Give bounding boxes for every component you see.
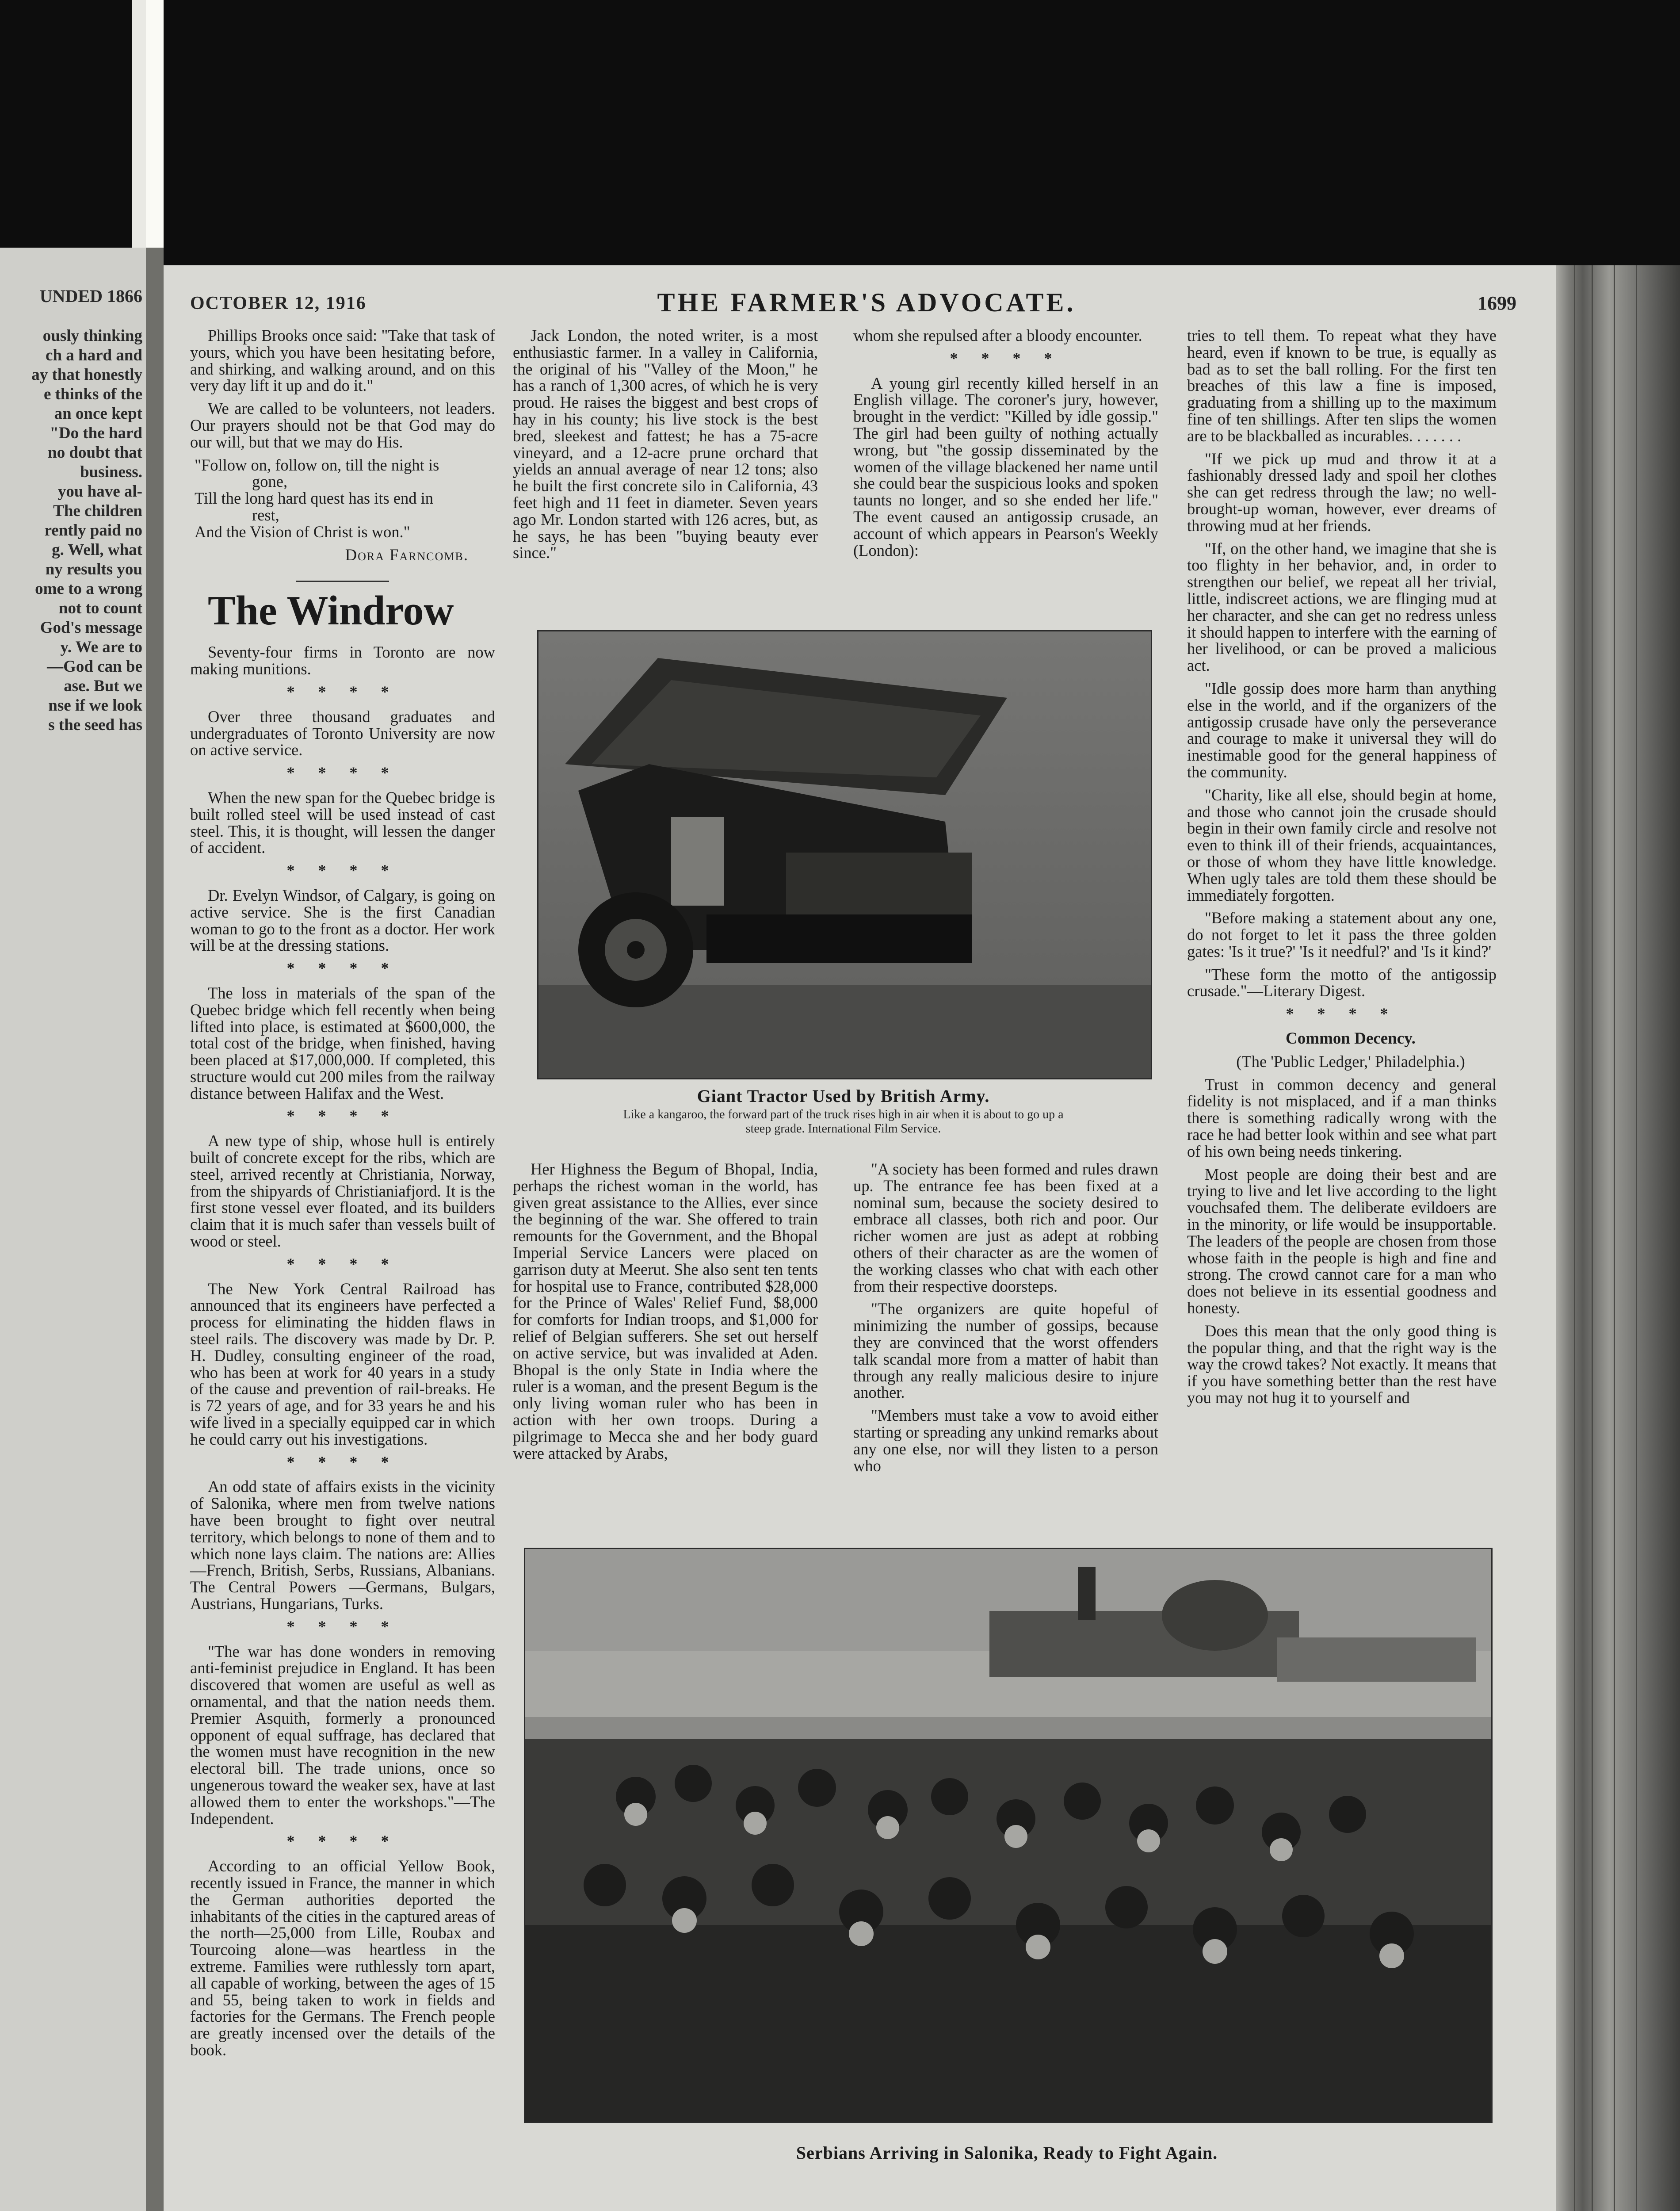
left-page-fragment: an once kept [54, 405, 142, 423]
section-stars: * * * * [950, 349, 1062, 367]
gossip-para-4: "Idle gossip does more harm than anything else in the world, and if the organizers of the antigossip crusade have only the perseverance and courage to make it universal they will do inestimable good for the general happiness of the community. [1187, 679, 1497, 781]
volunteers-paragraph: We are called to be volunteers, not leaders. Our prayers should not be that God may do our will, but that we may do His. [190, 399, 495, 451]
left-page-edge [0, 248, 146, 2211]
page-stack-line [1614, 265, 1615, 2211]
poem: "Follow on, follow on, till the night is gone, Till the long hard quest has its end in rest, And the Vision of Christ is won." [195, 455, 439, 541]
tractor-photo-image [538, 631, 1151, 1078]
common-decency-heading: Common Decency. [1286, 1029, 1416, 1048]
left-page-fragment: nse if we look [48, 696, 142, 715]
decency-para-3: Does this mean that the only good thing is the popular thing, and that the right way is the way the crowd takes? Not exactly. It means that if you have something better than the rest have you may not hug it to yourself and [1187, 1321, 1497, 1407]
section-stars: * * * * [286, 959, 399, 977]
tractor-caption-sub: Like a kangaroo, the forward part of the truck rises high in air when it is about to go up a steep grade. International Film Service. [623, 1108, 1064, 1136]
book-gutter [146, 248, 164, 2211]
column-3-mid [853, 1161, 1158, 1480]
serbians-photo [524, 1548, 1493, 2123]
column-2-mid [513, 1161, 818, 1468]
left-page-fragment: s the seed has [48, 716, 142, 734]
windrow-item: An odd state of affairs exists in the vicinity of Salonika, where men from twelve nations have been brought to fight over neutral territory, which belongs to none of them and to which none lays claim. The nations are: Allies—French, British, Serbs, Russians, Albanians. The Central Powers —Germans, Bulgars, Austrians, Hungarians, Turks. [190, 1477, 495, 1613]
section-stars: * * * * [286, 1617, 399, 1635]
left-page-fragment: "Do the hard [50, 424, 142, 442]
left-page-header: UNDED 1866 [39, 286, 142, 306]
column-3-top [853, 327, 1158, 565]
brooks-quote: Phillips Brooks once said: "Take that task of yours, which you have been hesitating before, and shirking, and walking around, and on this very day lift it up and do it." [190, 326, 495, 395]
jack-london-paragraph: Jack London, the noted writer, is a most enthusiastic farmer. In a valley in California, the original of his "Valley of the Moon," he has a ranch of 1,300 acres, of which he is very proud. He raises the biggest and best crops of hay in his county; his live stock is the best bred, sleekest and fattest; he has a 75-acre vineyard, and a 12-acre prune orchard that yields an annual average of near 12 tons; also he built the first concrete silo in California, 43 feet high and 11 feet in diameter. Seven years ago Mr. London started with 126 acres, but, as he says, he has been "buying beauty ever since." [513, 326, 818, 562]
serbians-photo-image [525, 1549, 1491, 2122]
left-page-fragment: e thinks of the [43, 385, 142, 403]
left-page-fragment: ase. But we [64, 677, 142, 695]
tractor-photo [537, 630, 1152, 1079]
windrow-item: "The war has done wonders in removing anti-feminist prejudice in England. It has been discovered that women are useful as well as ornamental, and that the nation needs them. Premier Asquith, formerly a pronounced opponent of equal suffrage, has declared that the women must have recognition in the new electoral bill. The trade unions, once so ungenerous toward the weaker sex, have at last allowed them to enter the workshops."—The Independent. [190, 1642, 495, 1828]
left-page-fragment: you have al- [57, 482, 142, 501]
page-clip-highlight [146, 0, 164, 248]
windrow-item: Dr. Evelyn Windsor, of Calgary, is going on active service. She is the first Canadian woman to go to the front as a doctor. Her work will be at the dressing stations. [190, 886, 495, 955]
left-page-fragment: The children [53, 502, 142, 520]
left-page-fragment: ay that honestly [31, 366, 142, 384]
section-stars: * * * * [1286, 1005, 1398, 1023]
left-page-fragment: ch a hard and [46, 346, 142, 364]
common-decency-source: (The 'Public Ledger,' Philadelphia.) [1236, 1052, 1465, 1071]
organizers-paragraph: "The organizers are quite hopeful of minimizing the number of gossips, because they are convinced that the worst offenders talk scandal more from a matter of habit than through any really malicious desire to injure another. [853, 1300, 1158, 1402]
page-stack-line [1574, 265, 1575, 2211]
members-paragraph: "Members must take a vow to avoid either starting or spreading any unkind remarks about any one else, nor will they listen to a person who [853, 1406, 1158, 1475]
section-stars: * * * * [286, 764, 399, 782]
section-stars: * * * * [286, 1255, 399, 1273]
windrow-item: The New York Central Railroad has announced that its engineers have perfected a process for eliminating the hidden flaws in steel rails. The discovery was made by Dr. P. H. Dudley, consulting engineer of the road, who has been at work for 40 years in a study of the cause and prevention of rail-breaks. He is 72 years of age, and for 33 years he and his wife lived in a specially equipped car in which he could carry out his investigations. [190, 1279, 495, 1448]
society-paragraph: "A society has been formed and rules drawn up. The entrance fee has been fixed at a nominal sum, because the society desired to embrace all classes, both rich and poor. Our richer women are just as adept at robbing others of their character as are the women of the working classes who chat with each other from their respective doorsteps. [853, 1160, 1158, 1295]
column-2-top [513, 327, 818, 567]
begum-paragraph: Her Highness the Begum of Bhopal, India, perhaps the richest woman in the world, has given great assistance to the Allies, ever since the beginning of the war. She offered to train remounts for the Government, and the Bhopal Imperial Service Lancers were placed on garrison duty at Meerut. She also sent ten tents for hospital use to France, contributed $28,000 for the Prince of Wales' Relief Fund, $8,000 for comforts for Indian troops, and $1,000 for relief of Belgian sufferers. She set out herself on active service, but was invalided at Aden. Bhopal is the only State in India where the ruler is a woman, and the present Begum is the only living woman ruler who has been in action with her own troops. During a pilgrimage to Mecca she and her body guard were attacked by Arabs, [513, 1160, 818, 1462]
gossip-intro: A young girl recently killed herself in an English village. The coroner's jury, however, brought in the verdict: "Killed by idle gossip." The girl had been guilty of nothing actually wrong, but "the gossip disseminated by the women of the village blackened her name until she could bear the suspicious looks and spoken taunts no longer, and so she ended her life." The event caused an antigossip crusade, an account of which appears in Pearson's Weekly (London): [853, 374, 1158, 559]
gossip-para-2: "If we pick up mud and throw it at a fashionably dressed lady and spoil her clothes she can get redress through the law; no well-brought-up woman, however, ever dreams of throwing mud at her friends. [1187, 449, 1497, 535]
left-page-fragment: ome to a wrong [35, 580, 142, 598]
author-signature: Dora Farncomb. [345, 545, 469, 564]
tractor-caption-title: Giant Tractor Used by British Army. [697, 1086, 990, 1106]
left-page-fragment: g. Well, what [52, 541, 142, 559]
section-title: The Windrow [208, 588, 454, 634]
left-page-fragment: business. [80, 463, 142, 481]
windrow-items [190, 644, 495, 2058]
serbians-caption: Serbians Arriving in Salonika, Ready to Fight Again. [796, 2143, 1218, 2163]
section-stars: * * * * [286, 1832, 399, 1850]
gossip-para-1: tries to tell them. To repeat what they have heard, even if known to be true, is equally as bad as to set the ball rolling. For the first ten breaches of this law a fine is imposed, graduating from a shilling up to the maximum fine of ten shillings. After ten slips the women are to be blackballed as incurables. . . . . . . [1187, 326, 1497, 445]
left-page-fragment: God's message [40, 619, 142, 637]
issue-date: OCTOBER 12, 1916 [190, 293, 367, 314]
windrow-item: Seventy-four firms in Toronto are now making munitions. [190, 643, 495, 678]
decency-para-2: Most people are doing their best and are trying to live and let live according to the light vouchsafed them. The deliberate evildoers are in the minority, or life would be insupportable. The leaders of the people are chosen from those whose faith in the people is high and fine and strong. The crowd cannot care for a man who does not believe in its essential goodness and honesty. [1187, 1165, 1497, 1317]
windrow-item: The loss in materials of the span of the Quebec bridge which fell recently when being lifted into place, is estimated at $600,000, the total cost of the bridge, when finished, having been placed at $17,000,000. If completed, this structure would cut 200 miles from the railway distance between Halifax and the West. [190, 983, 495, 1102]
left-page-fragment: ny results you [45, 560, 142, 578]
windrow-item: When the new span for the Quebec bridge is built rolled steel will be used instead of cast steel. This, it is thought, will lessen the danger of accident. [190, 788, 495, 857]
left-page-fragment: no doubt that [48, 444, 142, 462]
left-page-fragment: not to count [58, 599, 142, 617]
gossip-para-6: "Before making a statement about any one, do not forget to let it pass the three golden gates: 'Is it true?' 'Is it needful?' and 'Is it kind?' [1187, 909, 1497, 960]
windrow-item: According to an official Yellow Book, recently issued in France, the manner in which the German authorities deported the inhabitants of the cities in the captured areas of the north—25,000 from Lille, Roubax and Tourcoing alone—was heartless in the extreme. Families were ruthlessly torn apart, all capable of working, between the ages of 15 and 55, being taken to work in fields and factories for the Germans. The French people are greatly incensed over the details of the book. [190, 1857, 495, 2059]
gossip-para-7: "These form the motto of the antigossip crusade."—Literary Digest. [1187, 965, 1497, 1000]
column-4 [1187, 327, 1497, 1412]
left-page-fragment: rently paid no [44, 521, 142, 539]
scan-background-top [0, 0, 1680, 274]
section-stars: * * * * [286, 1107, 399, 1125]
page-stack-line [1636, 265, 1637, 2211]
decency-para-1: Trust in common decency and general fidelity is not misplaced, and if a man thinks there is something radically wrong with the race he had better look within and see what part of his own being needs tinkering. [1187, 1075, 1497, 1160]
bhopal-continuation: whom she repulsed after a bloody encounter. [853, 326, 1142, 344]
gossip-para-3: "If, on the other hand, we imagine that she is too flighty in her behavior, and, in order to strengthen our belief, we repeat all her trivial, little, indiscreet actions, we are flinging mud at her character, and she can get no redress unless it should happen to interfere with the earning of her livelihood, or can be proved a malicious act. [1187, 539, 1497, 675]
left-page-fragment: y. We are to [60, 638, 142, 656]
gossip-para-5: "Charity, like all else, should begin at home, and those who cannot join the crusade should begin in their own family circle and resolve not even to think ill of their friends, acquaintances, or those of whom they have little knowledge. When ugly tales are told them these should be immediately forgotten. [1187, 785, 1497, 904]
page-stack-line [1592, 265, 1593, 2211]
windrow-item: Over three thousand graduates and undergraduates of Toronto University are now on active service. [190, 707, 495, 759]
column-1 [190, 327, 495, 2065]
page-header [186, 287, 1547, 317]
left-page-fragment: ously thinking [42, 327, 142, 345]
section-stars: * * * * [286, 1453, 399, 1471]
masthead-title: THE FARMER'S ADVOCATE. [657, 288, 1076, 317]
page-number: 1699 [1478, 292, 1516, 314]
windrow-item: A new type of ship, whose hull is entirely built of concrete except for the ribs, which are steel, arrived recently at Christiania, Norway, from the shipyards of Christianiafjord. It is the first stone vessel ever floated, and its builders claim that it is much safer than vessels built of wood or steel. [190, 1132, 495, 1251]
section-stars: * * * * [286, 682, 399, 700]
section-divider [296, 581, 389, 582]
section-stars: * * * * [286, 861, 399, 880]
left-page-fragment: —God can be [47, 658, 142, 676]
